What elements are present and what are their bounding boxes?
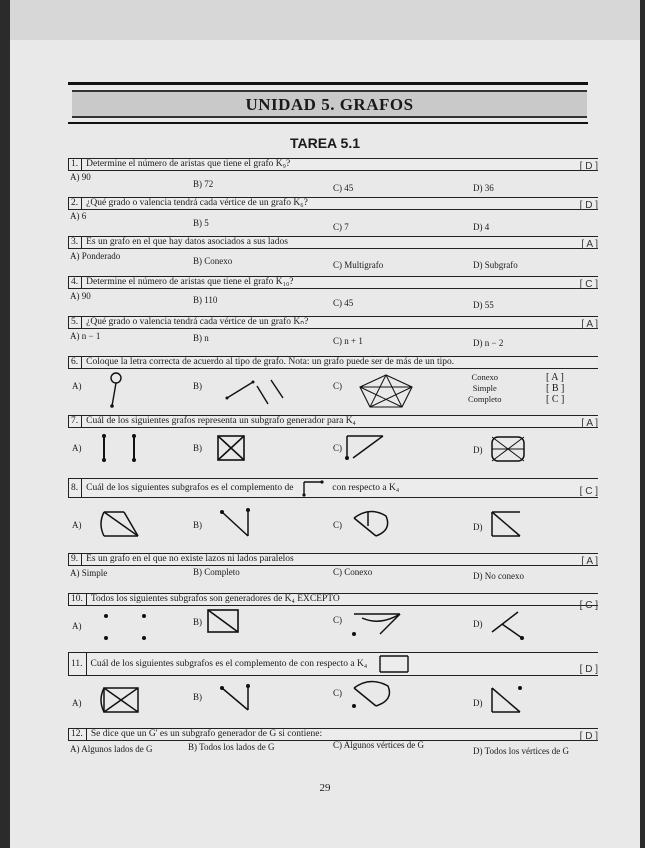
option-d[interactable]: D) 55 xyxy=(473,300,494,310)
answer-box[interactable]: [ A ] xyxy=(581,556,598,567)
answer-box[interactable]: [ A ] xyxy=(581,239,598,250)
question-text: Determine el número de aristas que tiene el grafo K₁₀? xyxy=(86,277,294,287)
question-text: Determine el número de aristas que tiene el grafo K₉? xyxy=(86,159,291,169)
question-number: 4. xyxy=(71,277,82,288)
option-a[interactable]: A) 90 xyxy=(70,172,91,182)
question-1-header xyxy=(68,158,598,171)
option-d[interactable]: D) xyxy=(473,522,483,532)
option-c[interactable]: C) n + 1 xyxy=(333,336,363,346)
graph-11c-icon xyxy=(348,676,394,712)
option-b[interactable]: B) 110 xyxy=(193,295,218,305)
graph-7b-icon xyxy=(214,432,250,464)
option-c[interactable]: C) Multigrafo xyxy=(333,260,384,270)
question-text-suffix: con respecto a K₄ xyxy=(332,483,400,494)
k4-reference-graph-icon xyxy=(300,479,326,497)
question-4-header xyxy=(68,276,598,289)
option-b[interactable]: B) xyxy=(193,381,202,391)
option-b[interactable]: B) xyxy=(193,520,202,530)
question-number: 6. xyxy=(71,357,82,368)
type-simple: Simple xyxy=(472,383,497,393)
option-c[interactable]: C) xyxy=(333,443,342,453)
question-number: 8. xyxy=(71,479,82,497)
question-10-header xyxy=(68,593,598,611)
option-d[interactable]: D) Todos los vértices de G xyxy=(473,746,569,756)
question-text: Cuál de los siguientes grafos representa un subgrafo generador para K₄ xyxy=(86,416,356,426)
question-5 xyxy=(68,316,598,348)
question-text: Coloque la letra correcta de acuerdo al tipo de grafo. Nota: un grafo puede ser de más de un tipo. xyxy=(86,357,455,367)
question-number: 3. xyxy=(71,237,82,248)
option-a[interactable]: A) xyxy=(72,381,82,391)
graph-8a-icon xyxy=(96,506,146,542)
graph-10a-icon xyxy=(98,610,154,644)
graph-10c-icon xyxy=(350,608,406,642)
option-b[interactable]: B) 72 xyxy=(193,179,214,189)
option-a[interactable]: A) 6 xyxy=(70,211,87,221)
answer-box[interactable]: [ C ] xyxy=(579,279,598,290)
unit-title: UNIDAD 5. GRAFOS xyxy=(72,90,587,118)
question-number: 1. xyxy=(71,159,82,170)
question-text: Se dice que un G' es un subgrafo generador de G si contiene: xyxy=(90,729,323,739)
worksheet-page xyxy=(10,0,640,848)
graph-10d-icon xyxy=(488,608,528,642)
graph-8d-icon xyxy=(486,506,526,542)
option-b[interactable]: B) 5 xyxy=(193,218,209,228)
question-text: Es un grafo en el que no existe lazos ni lados paralelos xyxy=(86,554,294,564)
graph-7a-icon xyxy=(96,432,146,464)
answer-box[interactable]: [ C ] xyxy=(579,486,598,497)
graph-11d-icon xyxy=(486,682,526,718)
question-number: 2. xyxy=(71,198,82,209)
question-7-header xyxy=(68,415,598,428)
answer-box[interactable]: [ D ] xyxy=(579,731,598,742)
answer-conexo[interactable]: [ A ] xyxy=(546,372,564,383)
page-number: 29 xyxy=(319,782,331,794)
answer-box[interactable]: [ D ] xyxy=(579,664,598,675)
question-7 xyxy=(68,415,598,475)
question-text: Todos los siguientes subgrafos son generadores de K₄ EXCEPTO xyxy=(90,594,340,604)
graph-8b-icon xyxy=(218,506,254,542)
option-a[interactable]: A) Algunos lados de G xyxy=(70,744,153,754)
question-4 xyxy=(68,276,598,308)
option-a[interactable]: A) xyxy=(72,698,82,708)
option-c[interactable]: C) 7 xyxy=(333,222,349,232)
option-a[interactable]: A) 90 xyxy=(70,291,91,301)
k4-reference-graph-icon xyxy=(376,653,412,675)
option-d[interactable]: D) 4 xyxy=(473,222,490,232)
question-text: ¿Qué grado o valencia tendrá cada vértice de un grafo K₆? xyxy=(86,198,308,208)
option-c[interactable]: C) xyxy=(333,520,342,530)
question-number: 9. xyxy=(71,554,82,565)
banner-rule-bottom xyxy=(68,122,588,124)
graph-c-icon xyxy=(356,372,416,410)
option-b[interactable]: B) xyxy=(193,617,202,627)
question-number: 11. xyxy=(71,653,87,675)
answer-box[interactable]: [ A ] xyxy=(581,319,598,330)
type-labels xyxy=(468,372,502,405)
option-c[interactable]: C) 45 xyxy=(333,183,354,193)
question-text: ¿Qué grado o valencia tendrá cada vértice de un grafo Kₙ? xyxy=(86,317,309,327)
option-a[interactable]: A) Simple xyxy=(70,568,108,578)
option-a[interactable]: A) Ponderado xyxy=(70,251,121,261)
option-c[interactable]: C) xyxy=(333,381,342,391)
graph-a-icon xyxy=(106,370,146,410)
graph-11a-icon xyxy=(96,682,146,718)
option-d[interactable]: D) Subgrafo xyxy=(473,260,518,270)
option-a[interactable]: A) xyxy=(72,621,82,631)
page-top-shadow xyxy=(10,0,640,40)
question-11-header xyxy=(68,652,598,676)
graph-8c-icon xyxy=(348,506,392,542)
type-conexo: Conexo xyxy=(471,372,498,382)
option-b[interactable]: B) Todos los lados de G xyxy=(188,742,275,752)
question-12 xyxy=(68,728,598,758)
option-d[interactable]: D) No conexo xyxy=(473,571,524,581)
option-b[interactable]: B) xyxy=(193,443,202,453)
question-11 xyxy=(68,652,598,720)
option-b[interactable]: B) n xyxy=(193,333,209,343)
question-2-header xyxy=(68,197,598,210)
option-b[interactable]: B) Completo xyxy=(193,567,240,577)
option-d[interactable]: D) 36 xyxy=(473,183,494,193)
question-8 xyxy=(68,478,598,550)
question-number: 12. xyxy=(71,729,87,740)
option-a[interactable]: A) xyxy=(72,443,82,453)
question-3-header xyxy=(68,236,598,249)
graph-11b-icon xyxy=(218,682,254,716)
answer-box[interactable]: [ D ] xyxy=(579,200,598,211)
option-d[interactable]: D) xyxy=(473,445,483,455)
question-text: Cuál de los siguientes subgrafos es el complemento de xyxy=(86,483,294,494)
tarea-title: TAREA 5.1 xyxy=(289,135,360,151)
question-10 xyxy=(68,593,598,648)
question-9 xyxy=(68,553,598,583)
option-d[interactable]: D) n − 2 xyxy=(473,338,504,348)
option-d[interactable]: D) xyxy=(473,619,483,629)
question-3 xyxy=(68,236,598,268)
option-c[interactable]: C) Algunos vértices de G xyxy=(333,740,424,750)
type-completo: Completo xyxy=(468,394,502,404)
question-text: Cuál de los siguientes subgrafos es el complemento de con respecto a K₄ xyxy=(90,659,368,670)
graph-b-icon xyxy=(223,376,293,408)
graph-10b-icon xyxy=(204,606,244,636)
question-1 xyxy=(68,158,598,193)
option-c[interactable]: C) Conexo xyxy=(333,567,373,577)
question-8-header xyxy=(68,478,598,498)
option-b[interactable]: B) xyxy=(193,692,202,702)
option-b[interactable]: B) Conexo xyxy=(193,256,233,266)
answer-box[interactable]: [ D ] xyxy=(579,161,598,172)
question-number: 7. xyxy=(71,416,82,427)
question-number: 5. xyxy=(71,317,82,328)
answer-simple[interactable]: [ B ] xyxy=(546,383,565,394)
answer-box[interactable]: [ A ] xyxy=(581,418,598,429)
question-6-header xyxy=(68,356,598,369)
option-c[interactable]: C) 45 xyxy=(333,298,354,308)
question-2 xyxy=(68,197,598,232)
option-c[interactable]: C) xyxy=(333,615,342,625)
question-5-header xyxy=(68,316,598,329)
option-a[interactable]: A) n − 1 xyxy=(70,331,101,341)
answer-box[interactable]: [ C ] xyxy=(579,600,598,611)
question-number: 10. xyxy=(71,594,87,605)
option-d[interactable]: D) xyxy=(473,698,483,708)
banner-rule-top xyxy=(68,82,588,85)
question-9-header xyxy=(68,553,598,566)
option-a[interactable]: A) xyxy=(72,520,82,530)
question-6 xyxy=(68,356,598,412)
question-text: Es un grafo en el que hay datos asociados a sus lados xyxy=(86,237,288,247)
graph-7c-icon xyxy=(343,430,387,464)
type-answers xyxy=(546,372,564,405)
answer-completo[interactable]: [ C ] xyxy=(546,394,565,405)
option-c[interactable]: C) xyxy=(333,688,342,698)
graph-7d-icon xyxy=(486,432,530,466)
